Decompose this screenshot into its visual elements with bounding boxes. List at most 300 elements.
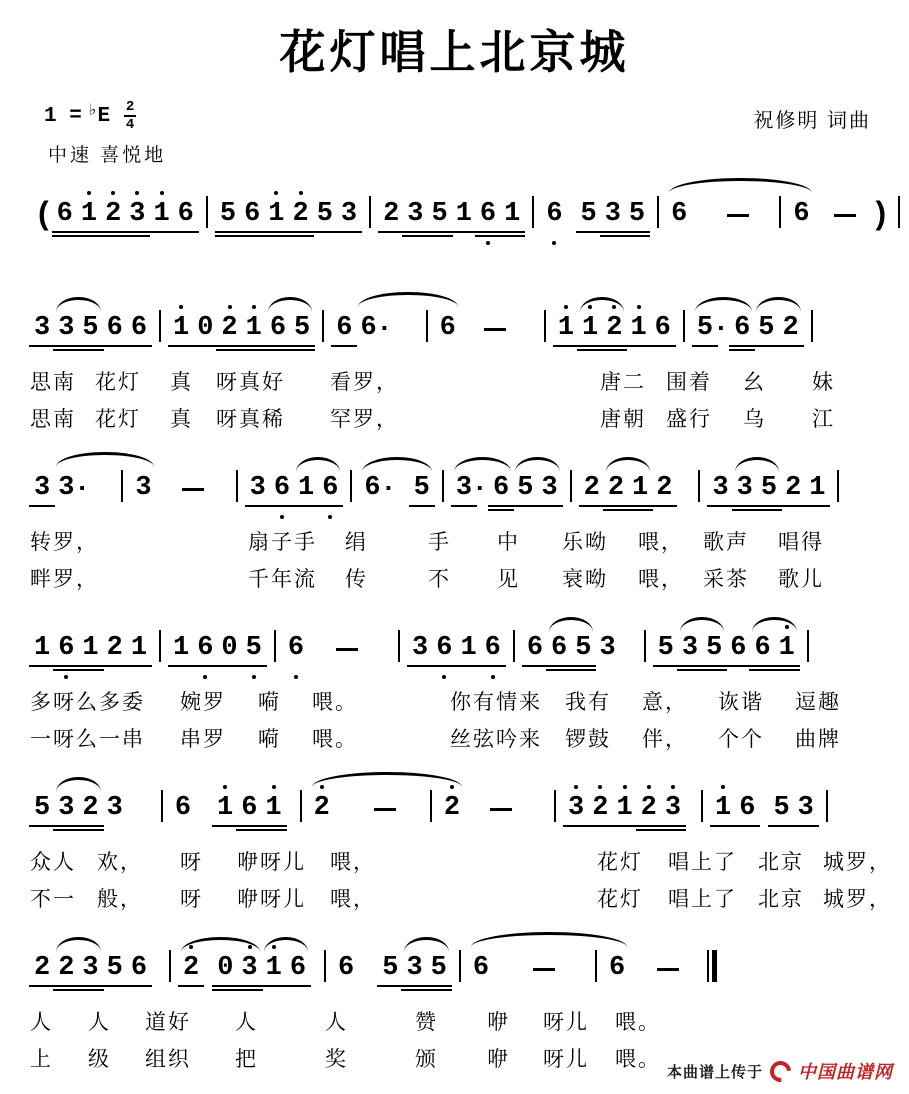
note-1: 1 xyxy=(32,635,52,662)
note-2: 2 xyxy=(783,475,803,502)
note-5: 5 xyxy=(627,201,647,228)
beam-underline xyxy=(178,985,204,987)
octave-dot-above xyxy=(160,191,164,195)
beam-underline xyxy=(53,989,79,991)
beam-underline xyxy=(77,349,103,351)
note-5: 5 xyxy=(105,955,125,982)
beam-underline xyxy=(636,829,662,831)
lyric-syllable: 呀 xyxy=(180,851,203,874)
beam-underline xyxy=(126,345,152,347)
spacer xyxy=(685,821,693,822)
lyric-syllable: 花灯 xyxy=(597,888,643,911)
octave-dot-above xyxy=(637,305,641,309)
beam-underline xyxy=(241,665,267,667)
note-1: 1 xyxy=(296,475,316,502)
barline xyxy=(898,196,900,228)
beam-underline xyxy=(216,665,242,667)
tie-arc-group xyxy=(54,955,102,982)
note-3: 3 xyxy=(663,795,683,822)
augmentation-dot: · xyxy=(380,313,390,343)
lyric-syllable: 上 xyxy=(30,1048,53,1071)
tie-arc-group xyxy=(547,635,595,662)
lyric-syllable: 我有 xyxy=(565,691,611,714)
spacer xyxy=(814,227,824,228)
note-1: 1 xyxy=(244,315,264,342)
octave-dot-above xyxy=(228,305,232,309)
note-2: 2 xyxy=(654,475,674,502)
beam-underline xyxy=(173,231,199,233)
beam-underline xyxy=(579,505,605,507)
barline xyxy=(236,470,238,502)
note-2: 2 xyxy=(606,475,626,502)
beam-underline xyxy=(53,665,79,667)
beam-underline xyxy=(148,231,174,233)
note-6: 6 xyxy=(483,635,503,662)
beam-underline xyxy=(732,509,758,511)
lyric-syllable: 呀 xyxy=(180,888,203,911)
note-3: 3 xyxy=(339,201,359,228)
beam-underline xyxy=(77,345,103,347)
note-5: 5 xyxy=(695,315,715,342)
note-5: 5 xyxy=(380,955,400,982)
beam-underline xyxy=(212,825,238,827)
note-6: 6 xyxy=(525,635,545,662)
octave-dot-above xyxy=(671,785,675,789)
spacer xyxy=(91,501,113,502)
lyric-syllable: 传 xyxy=(345,568,368,591)
lyric-syllable: 呀真稀 xyxy=(216,408,285,431)
lyric-syllable: 乌 xyxy=(743,408,766,431)
note-6: 6 xyxy=(242,201,262,228)
lyric-syllable: 喂， xyxy=(638,531,684,554)
spacer xyxy=(629,981,647,982)
barline xyxy=(159,310,161,342)
beam-underline xyxy=(777,345,803,347)
note-1: 1 xyxy=(628,315,648,342)
composer-credit: 祝修明 词曲 xyxy=(753,110,871,132)
note-2: 2 xyxy=(105,635,125,662)
beam-underline xyxy=(53,825,79,827)
beam-underline xyxy=(710,825,736,827)
tie-arc-group xyxy=(54,795,102,822)
lyric-syllable: 人 xyxy=(235,1011,258,1034)
barline xyxy=(811,310,813,342)
beam-underline xyxy=(216,349,242,351)
barline xyxy=(426,310,428,342)
flat-sign-icon: ♭ xyxy=(87,102,98,120)
beam-underline xyxy=(600,231,626,233)
beam-underline xyxy=(212,989,238,991)
beam-underline xyxy=(627,509,653,511)
final-barline-thick xyxy=(712,950,717,982)
beam-underline xyxy=(624,235,650,237)
beam-underline xyxy=(475,231,501,233)
tie-arc-group xyxy=(513,475,561,502)
duration-dash xyxy=(182,488,204,491)
tie-arc-group xyxy=(266,315,314,342)
note-5: 5 xyxy=(244,635,264,662)
beam-underline xyxy=(336,231,362,233)
lyric-syllable: 思南 xyxy=(30,408,76,431)
note-6: 6 xyxy=(129,955,149,982)
lyric-syllable: 思南 xyxy=(30,371,76,394)
barline xyxy=(532,196,534,228)
beam-underline xyxy=(29,985,55,987)
beam-underline xyxy=(126,985,152,987)
tie-arc-group xyxy=(360,475,433,502)
beam-underline xyxy=(624,231,650,233)
beam-underline xyxy=(29,825,55,827)
beam-underline xyxy=(77,665,103,667)
barline xyxy=(554,790,556,822)
note-6: 6 xyxy=(272,475,292,502)
barline xyxy=(324,950,326,982)
spacer xyxy=(203,981,213,982)
tie-arc-group xyxy=(452,475,513,502)
key-note: E xyxy=(97,104,111,128)
lyric-syllable: 花灯 xyxy=(95,408,141,431)
note-3: 3 xyxy=(32,315,52,342)
tempo-marking: 中速 喜悦地 xyxy=(48,145,167,166)
lyric-syllable: 咿 xyxy=(487,1011,510,1034)
lyric-syllable: 诙谐 xyxy=(718,691,764,714)
beam-underline xyxy=(293,505,319,507)
tie-arc-group xyxy=(750,635,798,662)
note-0: 0 xyxy=(215,955,235,982)
barline xyxy=(322,310,324,342)
spacer xyxy=(127,821,153,822)
beam-underline xyxy=(499,235,525,237)
barline xyxy=(826,790,828,822)
augmentation-dot: · xyxy=(717,313,727,343)
beam-underline xyxy=(499,231,525,233)
note-3: 3 xyxy=(710,475,730,502)
site-name-link[interactable]: 中国曲谱网 xyxy=(798,1062,893,1082)
beam-underline xyxy=(677,669,703,671)
beam-underline xyxy=(650,345,676,347)
beam-underline xyxy=(692,345,718,347)
duration-dash xyxy=(336,648,358,651)
note-1: 1 xyxy=(264,955,284,982)
lyric-syllable: 唐二 xyxy=(600,371,646,394)
spacer xyxy=(308,661,326,662)
beam-underline xyxy=(239,231,265,233)
note-3: 3 xyxy=(735,475,755,502)
beam-underline xyxy=(427,235,453,237)
barline xyxy=(779,196,781,228)
duration-dash xyxy=(727,214,749,217)
octave-dot-above xyxy=(111,191,115,195)
tie-arc-group xyxy=(310,790,464,822)
lyric-syllable: 喂。 xyxy=(312,691,358,714)
music-line xyxy=(30,950,723,982)
note-2: 2 xyxy=(181,955,201,982)
beam-underline xyxy=(260,825,286,827)
note-6: 6 xyxy=(288,955,308,982)
lyric-syllable: 呀真好 xyxy=(216,371,285,394)
beam-underline xyxy=(76,235,102,237)
note-6: 6 xyxy=(478,201,498,228)
lyric-syllable: 衰呦 xyxy=(562,568,608,591)
duration-dash xyxy=(490,808,512,811)
barline xyxy=(807,630,809,662)
lyric-syllable: 意， xyxy=(642,691,688,714)
duration-dash xyxy=(374,808,396,811)
beam-underline xyxy=(53,669,79,671)
beam-underline xyxy=(53,829,79,831)
spacer xyxy=(310,981,316,982)
lyric-syllable: 北京 xyxy=(758,851,804,874)
spacer xyxy=(394,341,418,342)
barline xyxy=(206,196,208,228)
beam-underline xyxy=(774,665,800,667)
final-barline xyxy=(707,950,717,982)
lyric-syllable: 喂。 xyxy=(615,1011,661,1034)
tie-arc-group xyxy=(294,475,342,502)
beam-underline xyxy=(53,985,79,987)
site-logo-icon[interactable] xyxy=(766,1056,796,1086)
tie-arc-group xyxy=(693,315,754,342)
lyric-syllable: 呀儿 xyxy=(543,1011,589,1034)
barline xyxy=(159,630,161,662)
note-6: 6 xyxy=(56,635,76,662)
lyric-syllable: 花灯 xyxy=(95,371,141,394)
spacer xyxy=(195,821,213,822)
lyric-syllable: 嗬 xyxy=(258,691,281,714)
lyric-syllable: 见 xyxy=(497,568,520,591)
barline xyxy=(595,950,597,982)
lyric-syllable: 不一 xyxy=(30,888,76,911)
note-6: 6 xyxy=(360,313,377,343)
note-5: 5 xyxy=(573,635,593,662)
note-5: 5 xyxy=(704,635,724,662)
note-3: 3 xyxy=(106,793,123,823)
beam-underline xyxy=(480,665,506,667)
beam-underline xyxy=(241,345,267,347)
beam-underline xyxy=(653,665,679,667)
octave-dot-above xyxy=(450,785,454,789)
octave-dot-above xyxy=(248,945,252,949)
barline xyxy=(398,630,400,662)
octave-dot-above xyxy=(785,625,789,629)
barline xyxy=(369,196,371,228)
note-5: 5 xyxy=(32,795,52,822)
octave-dot-below xyxy=(294,675,298,679)
time-signature xyxy=(124,100,136,132)
lyric-syllable: 真 xyxy=(170,408,193,431)
note-6: 6 xyxy=(338,953,355,983)
beam-underline xyxy=(100,231,126,233)
note-3: 3 xyxy=(796,795,816,822)
beam-underline xyxy=(263,231,289,233)
beam-underline xyxy=(287,235,313,237)
octave-dot-above xyxy=(320,785,324,789)
beam-underline xyxy=(245,505,271,507)
lyric-syllable: 喂， xyxy=(330,888,376,911)
note-3: 3 xyxy=(680,635,700,662)
beam-underline xyxy=(553,345,579,347)
octave-dot-above xyxy=(274,191,278,195)
lyric-syllable: 把 xyxy=(235,1048,258,1071)
beam-underline xyxy=(576,231,602,233)
note-2: 2 xyxy=(312,795,332,822)
lyric-syllable: 唱上了 xyxy=(668,851,737,874)
music-line xyxy=(34,194,908,231)
beam-underline xyxy=(701,665,727,667)
octave-dot-above xyxy=(574,785,578,789)
beam-underline xyxy=(29,505,55,507)
barline xyxy=(442,470,444,502)
octave-dot-above xyxy=(598,785,602,789)
lyric-syllable: 扇子手 xyxy=(248,531,317,554)
tie-arc-group xyxy=(469,950,629,982)
octave-dot-above xyxy=(179,305,183,309)
spacer xyxy=(156,501,172,502)
barline xyxy=(300,790,302,822)
lyric-syllable: 伴， xyxy=(642,728,688,751)
note-3: 3 xyxy=(410,635,430,662)
music-line xyxy=(30,310,821,342)
note-1: 1 xyxy=(614,795,634,822)
note-2: 2 xyxy=(56,955,76,982)
beam-underline xyxy=(734,825,760,827)
beam-underline xyxy=(77,829,103,831)
note-2: 2 xyxy=(639,795,659,822)
note-3: 3 xyxy=(404,955,424,982)
beam-underline xyxy=(570,665,596,667)
music-line xyxy=(30,470,847,502)
octave-dot-above xyxy=(87,191,91,195)
beam-underline xyxy=(488,505,514,507)
note-6: 6 xyxy=(195,635,215,662)
lyric-syllable: 咿 xyxy=(487,1048,510,1071)
lyric-syllable: 盛行 xyxy=(666,408,712,431)
beam-underline xyxy=(312,231,338,233)
note-5: 5 xyxy=(579,201,599,228)
lyric-syllable: 看罗， xyxy=(330,371,399,394)
note-6: 6 xyxy=(268,315,288,342)
barline xyxy=(274,630,276,662)
octave-dot-below xyxy=(442,675,446,679)
lyric-syllable: 畔罗， xyxy=(30,568,99,591)
beam-underline xyxy=(401,989,427,991)
lyric-syllable: 中 xyxy=(497,531,520,554)
beam-underline xyxy=(601,349,627,351)
lyric-syllable: 花灯 xyxy=(597,851,643,874)
beam-underline xyxy=(600,235,626,237)
duration-dash xyxy=(834,214,856,217)
beam-underline xyxy=(102,345,128,347)
lyric-syllable: 丝弦吟来 xyxy=(450,728,542,751)
beam-underline xyxy=(427,231,453,233)
barline xyxy=(683,310,685,342)
note-3: 3 xyxy=(566,795,586,822)
spacer xyxy=(368,661,390,662)
lyric-syllable: 歌声 xyxy=(703,531,749,554)
note-5: 5 xyxy=(80,315,100,342)
beam-underline xyxy=(239,235,265,237)
barline xyxy=(161,790,163,822)
note-1: 1 xyxy=(458,635,478,662)
beam-underline xyxy=(749,665,775,667)
beam-underline xyxy=(126,665,152,667)
note-0: 0 xyxy=(195,315,215,342)
octave-dot-below xyxy=(552,241,556,245)
note-6: 6 xyxy=(105,315,125,342)
lyric-syllable: 喂。 xyxy=(312,728,358,751)
beam-underline xyxy=(536,505,562,507)
lyric-syllable: 曲牌 xyxy=(795,728,841,751)
beam-underline xyxy=(563,825,589,827)
note-6: 6 xyxy=(671,199,688,229)
beam-underline xyxy=(124,231,150,233)
beam-underline xyxy=(455,665,481,667)
lyric-syllable: 组织 xyxy=(145,1048,191,1071)
lyric-syllable: 个个 xyxy=(718,728,764,751)
note-3: 3 xyxy=(603,201,623,228)
beam-underline xyxy=(52,231,78,233)
spacer xyxy=(866,227,872,228)
lyric-syllable: 道好 xyxy=(145,1011,191,1034)
augmentation-dot: · xyxy=(78,473,88,503)
augmentation-dot: · xyxy=(476,473,486,503)
beam-underline xyxy=(236,985,262,987)
beam-underline xyxy=(285,985,311,987)
lyric-syllable: 围着 xyxy=(666,371,712,394)
note-1: 1 xyxy=(171,315,191,342)
lyric-syllable: 颁 xyxy=(415,1048,438,1071)
note-6: 6 xyxy=(174,793,192,823)
beam-underline xyxy=(546,665,572,667)
octave-dot-below xyxy=(252,675,256,679)
note-6: 6 xyxy=(334,315,354,342)
spacer xyxy=(759,227,771,228)
note-2: 2 xyxy=(103,201,123,228)
note-1: 1 xyxy=(580,315,600,342)
spacer xyxy=(334,821,364,822)
beam-underline xyxy=(756,509,782,511)
note-5: 5 xyxy=(218,201,238,228)
barline xyxy=(698,470,700,502)
spacer xyxy=(759,821,769,822)
beam-underline xyxy=(102,985,128,987)
octave-dot-below xyxy=(203,675,207,679)
beam-underline xyxy=(236,825,262,827)
lyric-syllable: 喂， xyxy=(330,851,376,874)
note-5: 5 xyxy=(429,955,449,982)
note-6: 6 xyxy=(732,315,752,342)
beam-underline xyxy=(611,825,637,827)
music-system-5 xyxy=(0,766,909,926)
beam-underline xyxy=(577,345,603,347)
barline xyxy=(570,470,572,502)
lyric-syllable: 锣鼓 xyxy=(565,728,611,751)
music-system-2 xyxy=(0,286,909,446)
beam-underline xyxy=(289,349,315,351)
beam-underline xyxy=(317,505,343,507)
duration-dash xyxy=(484,328,506,331)
close-paren: ) xyxy=(875,194,887,231)
note-6: 6 xyxy=(544,201,564,228)
barline xyxy=(513,630,515,662)
beam-underline xyxy=(402,235,428,237)
tie-arc-group xyxy=(667,196,813,228)
lyric-syllable: 众人 xyxy=(30,851,76,874)
lyric-syllable: 咿呀儿 xyxy=(237,851,306,874)
note-2: 2 xyxy=(32,955,52,982)
final-barline-thin xyxy=(707,950,709,982)
note-5: 5 xyxy=(656,635,676,662)
